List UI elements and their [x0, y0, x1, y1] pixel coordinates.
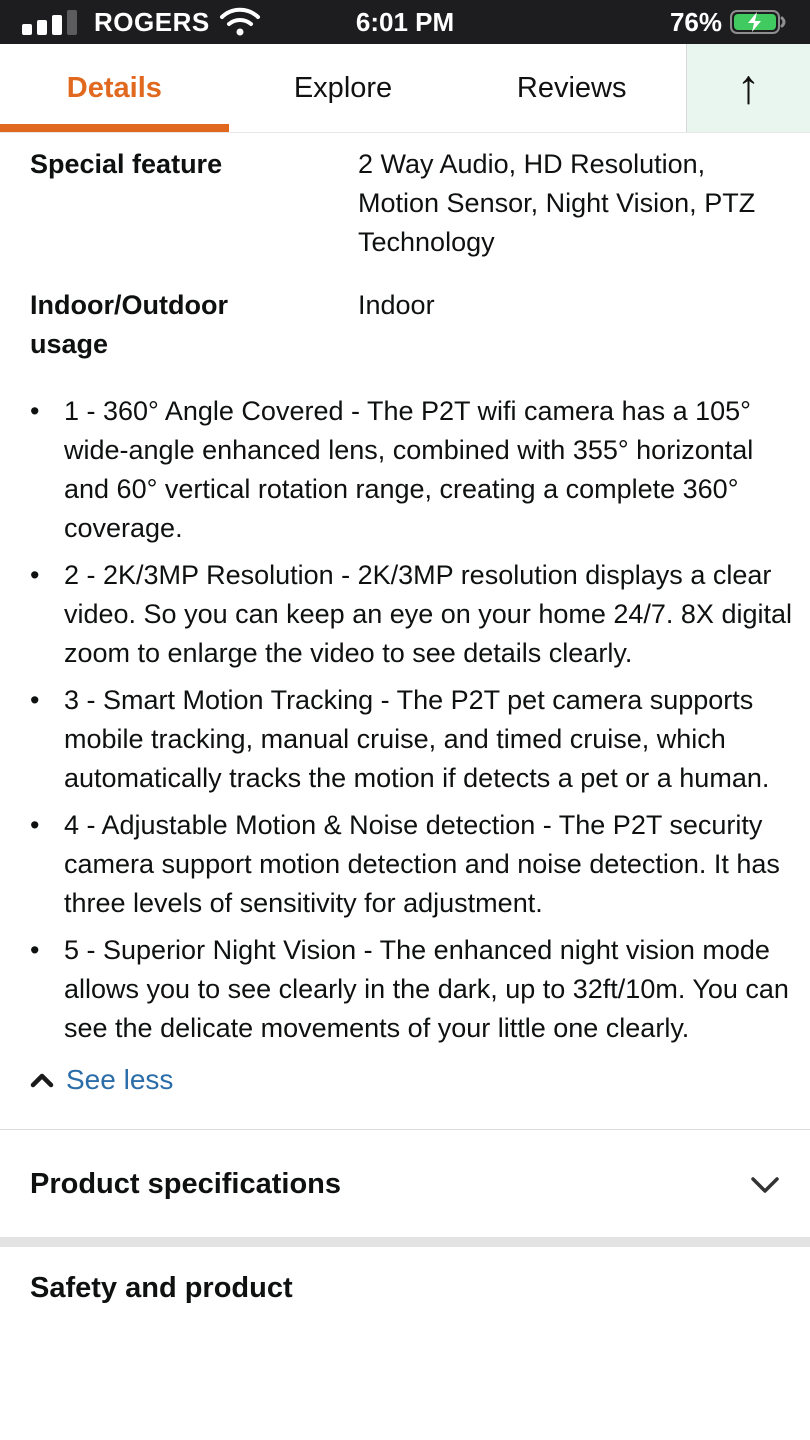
tab-explore[interactable]: Explore	[293, 71, 393, 104]
bullet-icon: •	[30, 810, 40, 840]
chevron-up-icon	[30, 1072, 54, 1088]
tab-bar	[0, 44, 810, 133]
bullet-text: 4 - Adjustable Motion & Noise detection - The P2T security camera support motion detection and noise detection. It has three levels of sensitivity for adjustment.	[64, 810, 780, 918]
see-less-label: See less	[66, 1064, 174, 1095]
bullet-text: 1 - 360° Angle Covered - The P2T wifi camera has a 105° wide-angle enhanced lens, combined with 355° horizontal and 60° vertical rotation range, creating a complete 360° coverage.	[64, 396, 754, 543]
see-less-link[interactable]	[0, 1060, 810, 1099]
status-time: 6:01 PM	[355, 6, 455, 37]
feature-bullet-list	[0, 392, 810, 1048]
active-tab-underline	[0, 124, 229, 132]
spec-row-indoor-outdoor	[0, 286, 810, 364]
scroll-to-top-button[interactable]	[686, 44, 810, 132]
battery-percent-label: 76%	[669, 6, 722, 37]
spec-label: Indoor/Outdoor usage	[30, 290, 228, 359]
tab-reviews[interactable]: Reviews	[516, 71, 627, 104]
cellular-signal-icon	[22, 9, 84, 35]
wifi-icon	[220, 7, 260, 37]
carrier-label: ROGERS	[94, 6, 210, 37]
section-separator	[0, 1237, 810, 1247]
spec-value: 2 Way Audio, HD Resolution, Motion Sensor, Night Vision, PTZ Technology	[358, 149, 756, 257]
list-item	[30, 392, 794, 548]
arrow-up-icon: ↑	[736, 61, 761, 114]
bullet-text: 5 - Superior Night Vision - The enhanced night vision mode allows you to see clearly in the dark, up to 32ft/10m. You can see the delicate movements of your little one clearly.	[64, 935, 789, 1043]
list-item	[30, 806, 794, 923]
bullet-icon: •	[30, 560, 40, 590]
tab-details[interactable]: Details	[66, 71, 162, 104]
list-item	[30, 556, 794, 673]
list-item	[30, 681, 794, 798]
section-title: Product specifications	[30, 1168, 342, 1200]
spec-row-special-feature	[0, 145, 810, 262]
status-bar-left	[22, 7, 260, 38]
status-bar-right	[670, 7, 788, 38]
spec-value: Indoor	[358, 290, 435, 320]
bullet-icon: •	[30, 935, 40, 965]
product-specifications-accordion[interactable]	[0, 1130, 810, 1237]
status-bar	[0, 0, 810, 44]
list-item	[30, 931, 794, 1048]
spec-label: Special feature	[30, 149, 223, 179]
details-panel	[0, 145, 810, 1304]
clipped-bottom-heading: Safety and product	[30, 1272, 293, 1304]
battery-charging-icon	[730, 8, 788, 36]
bullet-icon: •	[30, 396, 40, 426]
tab-list	[0, 44, 686, 132]
bullet-icon: •	[30, 685, 40, 715]
bullet-text: 2 - 2K/3MP Resolution - 2K/3MP resolution displays a clear video. So you can keep an eye on your home 24/7. 8X digital zoom to enlarge the video to see details clearly.	[64, 560, 792, 668]
bullet-text: 3 - Smart Motion Tracking - The P2T pet camera supports mobile tracking, manual cruise, and timed cruise, which automatically tracks the motion if detects a pet or a human.	[64, 685, 770, 793]
chevron-down-icon	[750, 1176, 780, 1194]
